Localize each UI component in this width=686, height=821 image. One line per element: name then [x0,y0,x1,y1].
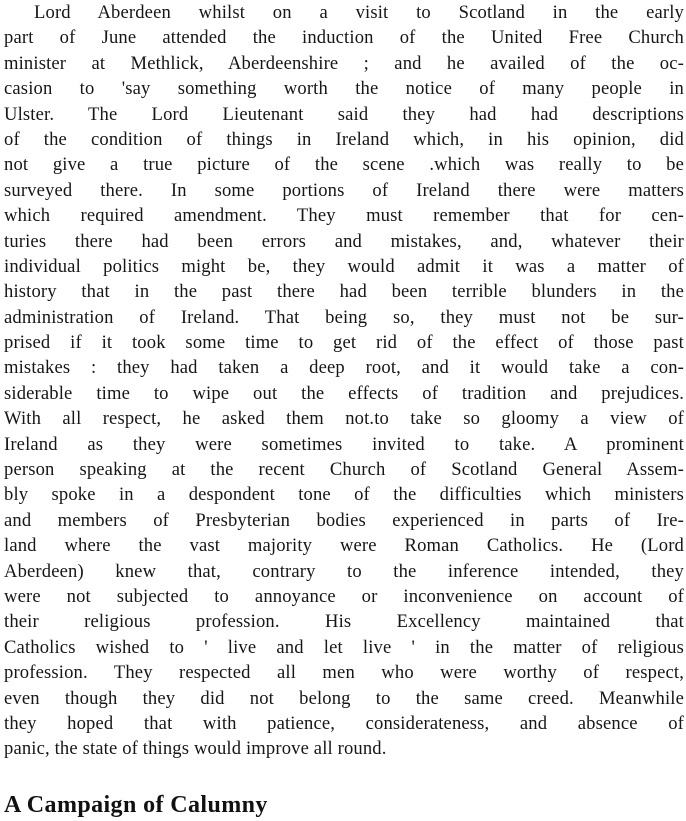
text-line: history that in the past there had been terrible blunders in the [4,281,684,303]
text-line: administration of Ireland. That being so, they must not be sur- [4,306,684,328]
text-line: mistakes : they had taken a deep root, and it would take a con- [4,357,684,379]
text-line: which required amendment. They must remember that for cen- [4,205,684,227]
text-line: land where the vast majority were Roman Catholics. He (Lord [4,535,684,557]
text-line: panic, the state of things would improve all round. [4,738,387,760]
text-line: Ireland as they were sometimes invited to take. A prominent [4,433,684,455]
text-line: bly spoke in a despondent tone of the difficulties which ministers [4,484,684,506]
section-heading: A Campaign of Calumny [4,792,268,818]
text-line: they hoped that with patience, considerateness, and absence of [4,712,684,734]
text-line: surveyed there. In some portions of Ireland there were matters [4,179,684,201]
text-line: Aberdeen) knew that, contrary to the inference intended, they [4,560,684,582]
text-line: siderable time to wipe out the effects of tradition and prejudices. [4,382,684,404]
text-line: prised if it took some time to get rid of the effect of those past [4,332,684,354]
text-line: minister at Methlick, Aberdeenshire ; and he availed of the oc- [4,52,684,74]
text-line: of the condition of things in Ireland which, in his opinion, did [4,128,684,150]
text-line: turies there had been errors and mistakes, and, whatever their [4,230,684,252]
text-line: casion to 'say something worth the notice of many people in [4,78,684,100]
article-body [4,0,684,762]
text-line: With all respect, he asked them not.to take so gloomy a view of [4,408,684,430]
text-line: were not subjected to annoyance or inconvenience on account of [4,585,684,607]
text-line: Catholics wished to ' live and let live ' in the matter of religious [4,636,684,658]
text-line: and members of Presbyterian bodies experienced in parts of Ire- [4,509,684,531]
text-line: profession. They respected all men who were worthy of respect, [4,662,684,684]
text-line: part of June attended the induction of the United Free Church [4,27,684,49]
text-line: individual politics might be, they would admit it was a matter of [4,255,684,277]
text-line: Ulster. The Lord Lieutenant said they had had descriptions [4,103,684,125]
text-line: person speaking at the recent Church of Scotland General Assem- [4,459,684,481]
text-line: even though they did not belong to the same creed. Meanwhile [4,687,684,709]
text-line: not give a true picture of the scene .which was really to be [4,154,684,176]
text-line: their religious profession. His Excellency maintained that [4,611,684,633]
text-line: Lord Aberdeen whilst on a visit to Scotland in the early [34,2,684,23]
